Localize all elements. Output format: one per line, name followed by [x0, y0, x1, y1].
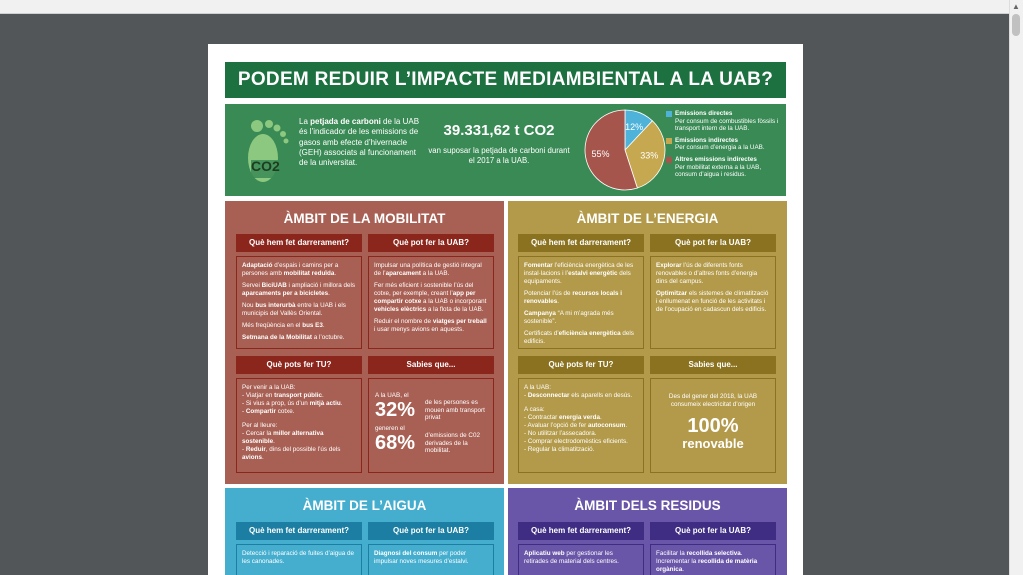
ambit-energia	[508, 201, 787, 484]
legend-item-1	[666, 137, 784, 152]
t: Adaptació	[242, 262, 273, 269]
mobilitat-uab-box	[368, 256, 494, 349]
t: - Viatjar en	[242, 392, 275, 399]
ambit-aigua	[225, 488, 504, 575]
t: a la UAB.	[420, 270, 450, 277]
legend-desc: Per mobilitat externa a la UAB, consum d’aigua i residus.	[675, 163, 762, 179]
t: els sistemes de climatització i enllumenat en funció de les activitats i de l’ocupació en cadascun dels edificis.	[656, 290, 769, 313]
co2-foot-label: CO2	[251, 158, 280, 174]
pie-label-0: 12%	[625, 121, 644, 132]
t: aparcament	[385, 270, 421, 277]
t: Explorar	[656, 262, 682, 269]
t: a la UAB o incorporant	[421, 298, 487, 305]
energia-sabies-big: 100%	[687, 415, 739, 437]
t: avions	[242, 454, 262, 461]
t: aparcaments per a bicicletes	[242, 290, 329, 297]
legend-head	[666, 137, 784, 145]
legend-name: Emissions indirectes	[675, 136, 738, 144]
t: Incrementar la	[656, 558, 698, 565]
t: Potenciar l’ús de	[524, 290, 573, 297]
energia-sabies-big2: renovable	[682, 436, 744, 451]
t: estalvi energètic	[568, 270, 618, 277]
ambit-mobilitat	[225, 201, 504, 484]
t: bus interurbà	[255, 302, 296, 309]
t: a l’octubre.	[311, 334, 345, 341]
ambit-energia-title: ÀMBIT DE L’ENERGIA	[576, 211, 719, 226]
t: Desconnectar	[527, 392, 570, 399]
vertical-scrollbar[interactable]	[1009, 0, 1023, 575]
legend-name: Altres emissions indirectes	[675, 155, 757, 163]
t: A la UAB:	[524, 384, 551, 391]
legend-swatch	[666, 111, 672, 117]
t: “A mi m’agrada més sostenible”.	[524, 310, 614, 325]
t: - Contractar	[524, 414, 559, 421]
legend-desc: Per consum d’energia a la UAB.	[675, 144, 765, 152]
legend-item-2	[666, 156, 784, 179]
t: transport públic	[274, 392, 323, 399]
t: d’espais i camins per a persones amb	[242, 262, 339, 277]
t: Servei	[242, 282, 262, 289]
t: - Si vius a prop, ús d’un	[242, 400, 310, 407]
t: bus E3	[302, 322, 323, 329]
carbon-total-caption: van suposar la petjada de carboni durant el 2017 a la UAB.	[428, 146, 570, 165]
t: Aplicatiu web	[524, 550, 565, 557]
t: Optimitzar	[656, 290, 688, 297]
legend-desc: Per consum de combustibles fòssils i transport intern de la UAB.	[675, 117, 779, 133]
t: .	[557, 298, 559, 305]
mobilitat-sabies-box	[368, 378, 494, 473]
t: dels edificis.	[524, 330, 634, 345]
ambit-aigua-title: ÀMBIT DE L’AIGUA	[302, 498, 427, 513]
legend-swatch	[666, 157, 672, 163]
legend-name: Emissions directes	[675, 110, 733, 117]
t: recursos locals i renovables	[524, 290, 623, 305]
energia-done-box	[518, 256, 644, 349]
energia-sabies-text: Des del gener del 2018, la UAB consumeix electricitat d’origen	[668, 393, 758, 408]
t: autoconsum	[587, 422, 626, 429]
t: recollida selectiva	[686, 550, 741, 557]
sabies-pct-2: 68%	[375, 432, 416, 455]
t: .	[328, 290, 330, 297]
t: els aparells en desús.	[569, 392, 633, 399]
t: - Regular la climatització.	[524, 446, 595, 453]
legend-swatch	[666, 138, 672, 144]
t: , dins del possible l’ús dels	[265, 446, 341, 453]
t: -	[242, 408, 246, 415]
mobilitat-sabies-heading: Sabies que...	[368, 356, 494, 374]
energia-tu-box	[518, 378, 644, 473]
t: per poder impulsar noves mesures d’estalvi.	[374, 550, 469, 565]
t: .	[599, 414, 602, 421]
energia-uab-box	[650, 256, 776, 349]
t: .	[261, 454, 264, 461]
aigua-uab-heading: Què pot fer la UAB?	[368, 522, 494, 540]
mobilitat-tu-box	[236, 378, 362, 473]
t: Compartir	[245, 408, 276, 415]
t: a la flota de la UAB.	[426, 306, 484, 313]
residus-uab-heading: Què pot fer la UAB?	[650, 522, 776, 540]
pie-label-2: 55%	[591, 148, 610, 159]
carbon-footprint-panel	[225, 104, 786, 196]
footprint-icon	[233, 110, 299, 190]
t: Més freqüència en el	[242, 322, 303, 329]
sabies-txt-2: d’emissions de C02 derivades de la mobilitat.	[425, 432, 480, 455]
sabies-txt-1: de les persones es mouen amb transport privat	[425, 399, 485, 422]
t: entre la UAB i els municipis del Vallès Oriental.	[242, 302, 346, 317]
t: .	[334, 270, 337, 277]
t: .	[682, 566, 684, 573]
t: mitjà actiu	[309, 400, 341, 407]
t: Nou	[242, 302, 256, 309]
t: mobilitat reduïda	[283, 270, 335, 277]
aigua-done-box: Detecció i reparació de fuites d’aigua de les canonades.	[236, 544, 362, 575]
t: Per al lleure:	[242, 422, 278, 429]
t: l’eficiència energètica de les instal·lacions i l’	[524, 262, 634, 277]
t: Campanya	[524, 310, 556, 317]
t: .	[340, 400, 343, 407]
residus-done-box	[518, 544, 644, 575]
mobilitat-uab-heading: Què pot fer la UAB?	[368, 234, 494, 252]
mobilitat-tu-heading: Què pots fer TU?	[236, 356, 362, 374]
carbon-intro-text-2: de la UAB és l’indicador de les emissions de gasos amb efecte d’hivernacle (GEH) associats al funcionament de la universitat.	[299, 117, 420, 168]
aigua-done-heading: Què hem fet darrerament?	[236, 522, 362, 540]
t: Impulsar una política de gestió integral de l’	[374, 262, 482, 277]
t: A casa:	[524, 406, 545, 413]
t: recollida de matèria orgànica	[656, 558, 758, 573]
t: Reduir	[245, 446, 266, 453]
t: - Avaluar l’opció de fer	[524, 422, 588, 429]
ambit-residus-title: ÀMBIT DELS RESIDUS	[574, 498, 721, 513]
t: Per venir a la UAB:	[242, 384, 296, 391]
t: eficiència energètica	[558, 330, 621, 337]
energia-done-heading: Què hem fet darrerament?	[518, 234, 644, 252]
energia-sabies-heading: Sabies que...	[650, 356, 776, 374]
scroll-up-arrow-icon[interactable]: ▲	[1012, 2, 1020, 11]
t: i usar menys avions en aquests.	[374, 326, 464, 333]
pie-label-1: 33%	[640, 150, 659, 161]
t: app per compartir cotxe	[374, 290, 476, 305]
t: - No utilitzar l’assecadora.	[524, 430, 597, 437]
browser-top-bar	[0, 0, 1023, 14]
carbon-intro	[299, 117, 421, 168]
t: Diagnosi del consum	[374, 550, 438, 557]
t: energia verda	[559, 414, 600, 421]
t: cotxe.	[275, 408, 295, 415]
sabies-stat-1	[375, 399, 489, 422]
legend-head	[666, 156, 784, 164]
legend-head	[666, 110, 784, 118]
t: Fomentar	[524, 262, 553, 269]
t: viatges per treball	[432, 318, 487, 325]
t: .	[273, 438, 275, 445]
t: Reduir el nombre de	[374, 318, 433, 325]
t: .	[322, 392, 324, 399]
t: Setmana de la Mobilitat	[242, 334, 312, 341]
mobilitat-done-box	[236, 256, 362, 349]
sabies-stat-2	[375, 432, 489, 455]
sabies-pre-1: A la UAB, el	[375, 392, 409, 399]
t: Fer més eficient i sostenible l’ús del cotxe, per exemple, creant l’	[374, 282, 474, 297]
document-page	[208, 44, 803, 575]
t: per gestionar les retirades de material dels centres.	[524, 550, 619, 565]
t: - Comprar electrodomèstics eficients.	[524, 438, 628, 445]
t: i ampliació i millora dels	[286, 282, 356, 289]
carbon-intro-text: La	[299, 117, 311, 126]
sabies-pct-1: 32%	[375, 399, 416, 422]
t: vehicles elèctrics	[374, 306, 427, 313]
t: l’ús de diferents fonts renovables o d’altres fonts d’energia dins del campus.	[656, 262, 758, 285]
energia-uab-heading: Què pot fer la UAB?	[650, 234, 776, 252]
residus-uab-box	[650, 544, 776, 575]
t: Facilitar la	[656, 550, 687, 557]
emissions-legend	[666, 110, 784, 183]
t: Certificats d’	[524, 330, 559, 337]
ambit-mobilitat-title: ÀMBIT DE LA MOBILITAT	[283, 211, 446, 226]
t: -	[524, 392, 528, 399]
t: millor alternativa sostenible	[242, 430, 324, 445]
residus-done-heading: Què hem fet darrerament?	[518, 522, 644, 540]
ambit-residus	[508, 488, 787, 575]
page-title: PODEM REDUIR L’IMPACTE MEDIAMBIENTAL A LA UAB?	[225, 62, 786, 98]
emissions-pie-chart	[583, 108, 667, 192]
carbon-total: 39.331,62 t CO2	[443, 122, 555, 139]
t: -	[242, 446, 246, 453]
energia-sabies-box	[650, 378, 776, 473]
t: dels equipaments.	[524, 270, 631, 285]
t: BiciUAB	[261, 282, 287, 289]
t: .	[322, 322, 325, 329]
aigua-uab-box	[368, 544, 494, 575]
legend-item-0	[666, 110, 784, 133]
scroll-thumb[interactable]	[1012, 14, 1020, 36]
sabies-pre-2: generen el	[375, 425, 405, 432]
energia-tu-heading: Què pots fer TU?	[518, 356, 644, 374]
t: .	[625, 422, 628, 429]
carbon-intro-bold: petjada de carboni	[310, 117, 381, 126]
t: .	[740, 550, 743, 557]
t: - Cercar la	[242, 430, 274, 437]
mobilitat-done-heading: Què hem fet darrerament?	[236, 234, 362, 252]
